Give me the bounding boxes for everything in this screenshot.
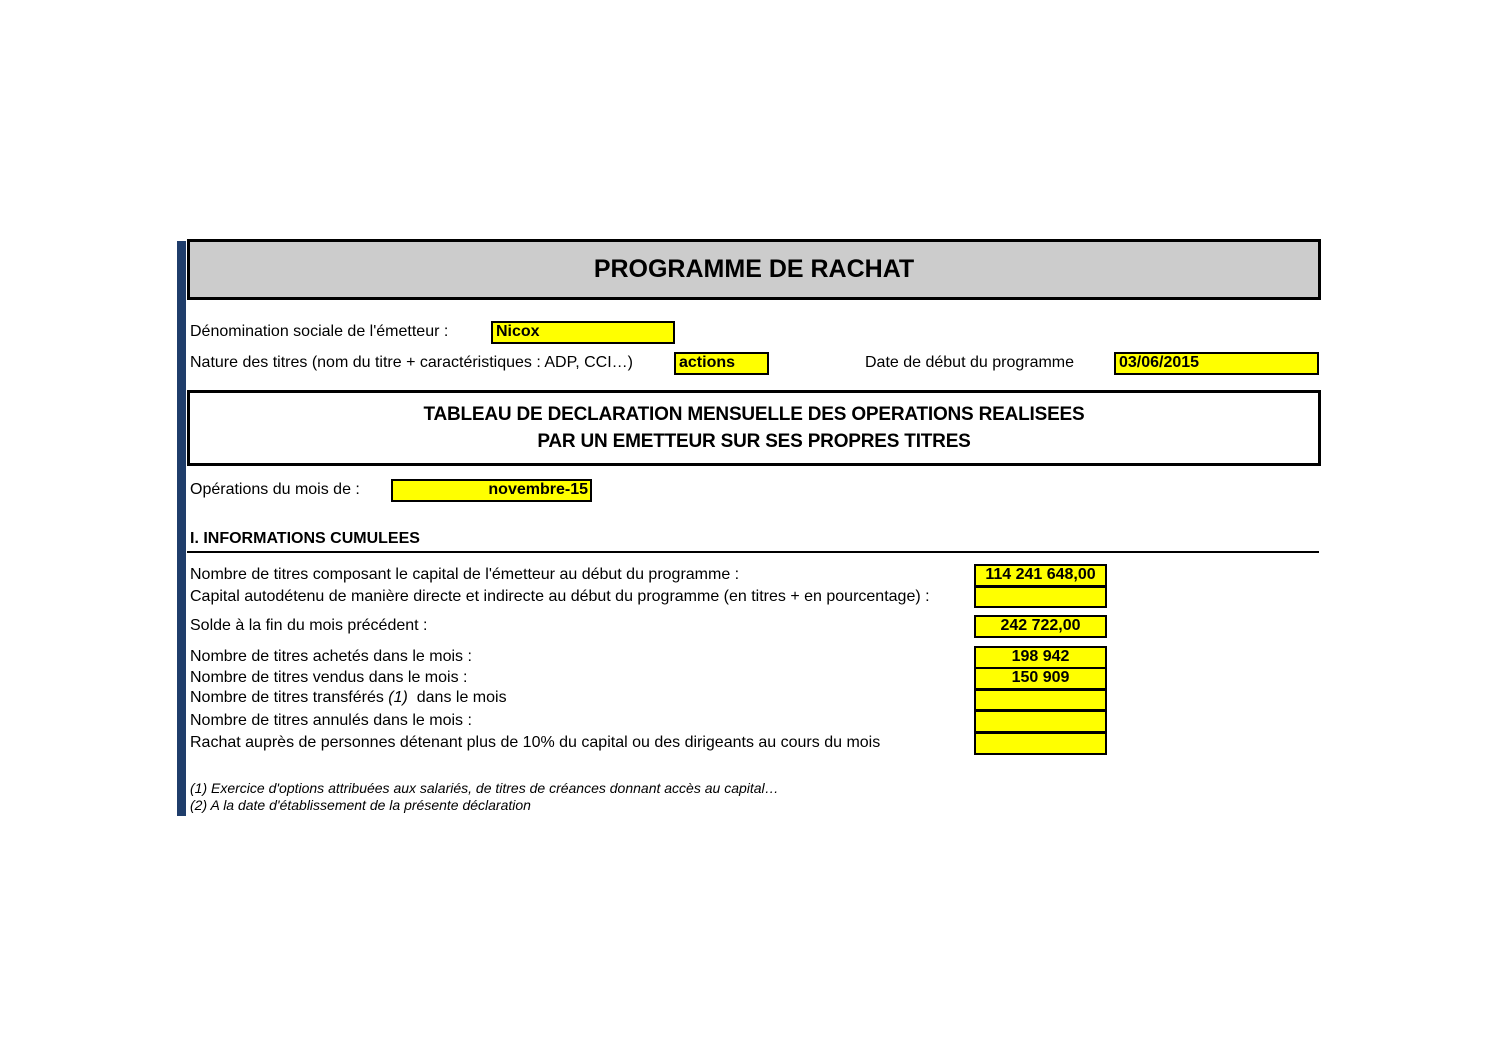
declaration-table-title-box bbox=[187, 390, 1321, 466]
row-value-rachat-dirigeants[interactable] bbox=[974, 732, 1107, 755]
footnote-1: (1) Exercice d'options attribuées aux salariés, de titres de créances donnant accès au capital… bbox=[190, 780, 779, 796]
date-debut-label: Date de début du programme bbox=[865, 354, 1075, 371]
emetteur-label: Dénomination sociale de l'émetteur : bbox=[190, 323, 449, 340]
row-value-annules[interactable] bbox=[974, 710, 1107, 733]
row-label-transferes-note: (1) bbox=[388, 689, 408, 706]
row-label-rachat-dirigeants: Rachat auprès de personnes détenant plus de 10% du capital ou des dirigeants au cours du mois bbox=[190, 734, 881, 751]
row-label-transferes bbox=[190, 688, 507, 708]
nature-field[interactable]: actions bbox=[674, 352, 769, 375]
row-label-autodetenu: Capital autodétenu de manière directe et indirecte au début du programme (en titres + en pourcentage) : bbox=[190, 588, 930, 605]
emetteur-field[interactable]: Nicox bbox=[491, 321, 675, 344]
table-title-line2: PAR UN EMETTEUR SUR SES PROPRES TITRES bbox=[537, 431, 971, 452]
section-title: I. INFORMATIONS CUMULEES bbox=[190, 530, 420, 547]
page-title-box bbox=[187, 239, 1321, 300]
left-accent-bar bbox=[177, 241, 186, 816]
table-title-line1: TABLEAU DE DECLARATION MENSUELLE DES OPERATIONS REALISEES bbox=[423, 404, 1085, 425]
page-title: PROGRAMME DE RACHAT bbox=[593, 255, 915, 283]
row-label-transferes-post: dans le mois bbox=[407, 689, 507, 706]
row-value-solde[interactable]: 242 722,00 bbox=[974, 615, 1107, 638]
row-label-transferes-pre: Nombre de titres transférés bbox=[190, 689, 389, 706]
date-debut-field[interactable]: 03/06/2015 bbox=[1114, 352, 1319, 375]
mois-label: Opérations du mois de : bbox=[190, 481, 360, 498]
section-divider bbox=[187, 551, 1319, 553]
mois-field[interactable]: novembre-15 bbox=[391, 479, 592, 502]
row-label-vendus: Nombre de titres vendus dans le mois : bbox=[190, 669, 468, 686]
row-value-vendus[interactable]: 150 909 bbox=[974, 667, 1107, 690]
row-label-solde: Solde à la fin du mois précédent : bbox=[190, 617, 428, 634]
row-value-transferes[interactable] bbox=[974, 689, 1107, 711]
footnote-2: (2) A la date d'établissement de la présente déclaration bbox=[190, 797, 531, 813]
row-label-achetes: Nombre de titres achetés dans le mois : bbox=[190, 648, 472, 665]
row-value-achetes[interactable]: 198 942 bbox=[974, 646, 1107, 669]
row-label-annules: Nombre de titres annulés dans le mois : bbox=[190, 712, 472, 729]
row-value-capital[interactable]: 114 241 648,00 bbox=[974, 564, 1107, 587]
row-value-autodetenu[interactable] bbox=[974, 586, 1107, 608]
row-label-capital: Nombre de titres composant le capital de l'émetteur au début du programme : bbox=[190, 566, 740, 583]
nature-label: Nature des titres (nom du titre + caractéristiques : ADP, CCI…) bbox=[190, 354, 633, 371]
